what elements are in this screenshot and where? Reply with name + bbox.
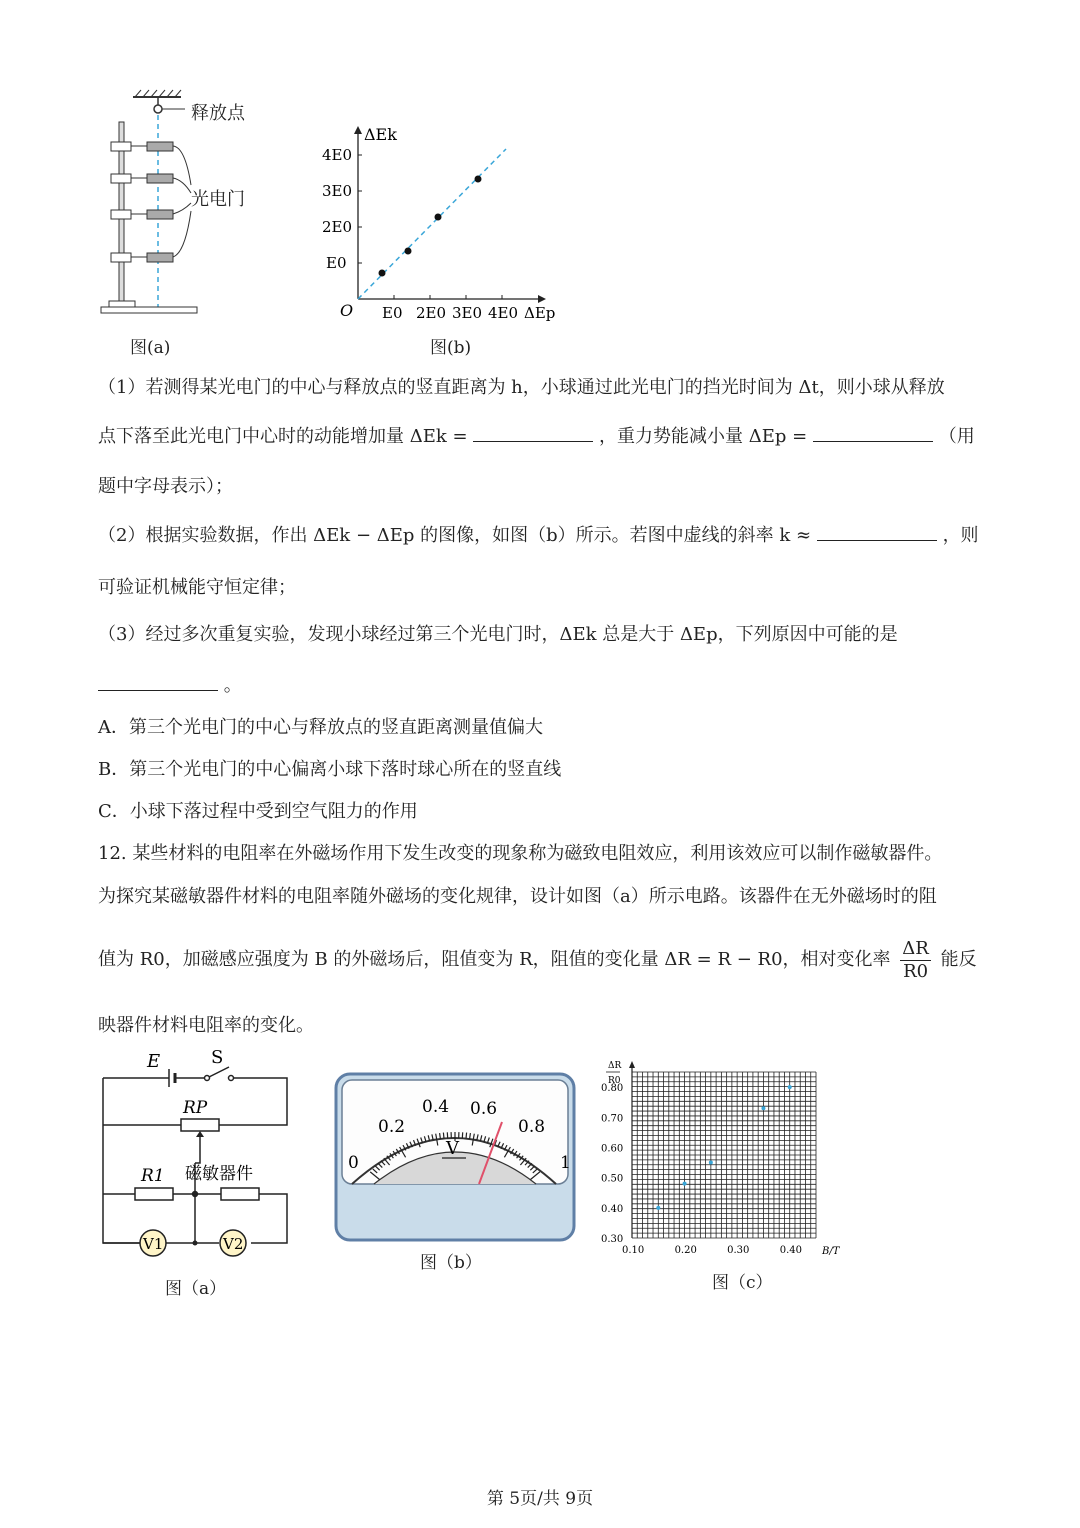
meter-label: 0 <box>348 1153 359 1173</box>
figure-b-voltmeter <box>334 1072 576 1244</box>
x-tick-label: E0 <box>382 304 403 322</box>
photogate-label: 光电门 <box>191 189 245 210</box>
circuit-caption: 图（a） <box>165 1279 227 1299</box>
answer-blank-reason[interactable] <box>98 672 218 691</box>
y-tick-label: 0.60 <box>601 1143 624 1155</box>
y-tick-label: 0.80 <box>601 1083 624 1095</box>
switch-blade <box>209 1067 229 1077</box>
y-tick-label: 3E0 <box>322 182 353 200</box>
meter-label: 0.4 <box>422 1097 450 1117</box>
q12-line2: 为探究某磁敏器件材料的电阻率随外磁场的变化规律，设计如图（a）所示电路。该器件在无外磁场时的阻 <box>98 886 937 907</box>
x-axis-label: ΔEp <box>524 304 556 322</box>
option-a: A．第三个光电门的中心与释放点的竖直距离测量值偏大 <box>98 717 543 738</box>
relative-change-fraction: $\frac{\Delta R}{R0}$ <box>902 937 929 982</box>
meter-unit: V <box>446 1138 459 1159</box>
figure-b-caption: 图(b) <box>430 338 472 358</box>
x-tick-label: 3E0 <box>452 304 483 322</box>
rheostat-label: RP <box>183 1098 208 1118</box>
voltmeter-2-label: V2 <box>223 1235 244 1253</box>
x-axis-arrow <box>538 295 546 303</box>
y-axis-label: ΔEk <box>364 125 397 144</box>
data-point <box>379 270 386 277</box>
switch-label: S <box>211 1047 224 1068</box>
y-axis-label-den: R0 <box>608 1076 621 1086</box>
release-point-label: 释放点 <box>191 103 245 124</box>
figure-a-caption: 图(a) <box>130 338 171 358</box>
y-tick-label: 0.30 <box>601 1234 624 1245</box>
x-tick-label: 2E0 <box>416 304 447 322</box>
apparatus-drawing <box>95 85 275 325</box>
meter-label: 1 <box>560 1153 571 1173</box>
data-point <box>435 214 442 221</box>
meter-label: 0.8 <box>518 1117 546 1137</box>
y-tick-label: 0.40 <box>601 1203 624 1215</box>
voltmeter-1-label: V1 <box>143 1235 164 1253</box>
data-point <box>709 1161 713 1165</box>
option-c: C．小球下落过程中受到空气阻力的作用 <box>98 801 418 822</box>
meter-tick <box>443 1133 444 1139</box>
q3-line1: （3）经过多次重复实验，发现小球经过第三个光电门时，ΔEk 总是大于 ΔEp，下列原因中可能的是 <box>98 624 898 645</box>
q2-line2: 可验证机械能守恒定律； <box>98 577 296 598</box>
q3-line2: 。 <box>98 672 242 700</box>
meter-tick <box>466 1133 467 1139</box>
x-tick-label: 0.20 <box>674 1245 697 1256</box>
q12-line1: 12. 某些材料的电阻率在外磁场作用下发生改变的现象称为磁致电阻效应，利用该效应可以制作磁敏器件。 <box>98 843 943 864</box>
answer-blank-ek[interactable] <box>473 423 593 442</box>
q12-line4: 映器件材料电阻率的变化。 <box>98 1015 314 1036</box>
figure-a-apparatus <box>95 85 275 325</box>
r1-label: R1 <box>141 1166 165 1186</box>
x-axis-label: B/T <box>822 1246 840 1257</box>
voltmeter-caption: 图（b） <box>420 1253 482 1273</box>
q1-line3: 题中字母表示）； <box>98 476 233 497</box>
page-footer: 第 5页/共 9页 <box>486 1489 594 1509</box>
y-tick-label: 0.50 <box>601 1173 624 1185</box>
fit-line <box>358 149 506 299</box>
meter-tick <box>470 1133 471 1139</box>
x-tick-label: 4E0 <box>488 304 519 322</box>
y-axis-label-num: ΔR <box>608 1061 622 1071</box>
data-point <box>475 176 482 183</box>
data-point <box>683 1182 687 1186</box>
grid-chart-caption: 图（c） <box>712 1273 773 1293</box>
y-tick-label: E0 <box>326 254 347 272</box>
data-point <box>656 1206 660 1210</box>
answer-blank-slope[interactable] <box>817 522 937 541</box>
data-point <box>761 1106 765 1110</box>
y-tick-label: 0.70 <box>601 1113 624 1125</box>
q2-line1: （2）根据实验数据，作出 ΔEk − ΔEp 的图像，如图（b）所示。若图中虚线的斜率 k ≈ ，则 <box>98 522 979 550</box>
x-tick-label: 0.40 <box>779 1245 802 1256</box>
meter-label: 0.2 <box>378 1117 406 1137</box>
x-tick-label: 0.30 <box>727 1245 750 1256</box>
q12-line3: 值为 R0，加磁感应强度为 B 的外磁场后，阻值变为 R，阻值的变化量 ΔR = R − R0，相对变化率 $\frac{\Delta R}{R0}$ 能反 <box>98 937 977 982</box>
q1-line1: （1）若测得某光电门的中心与释放点的竖直距离为 h，小球通过此光电门的挡光时间为 Δt，则小球从释放 <box>98 377 945 398</box>
option-b: B．第三个光电门的中心偏离小球下落时球心所在的竖直线 <box>98 759 562 780</box>
meter-tick <box>440 1133 441 1139</box>
y-tick-label: 4E0 <box>322 146 353 164</box>
answer-blank-ep[interactable] <box>813 423 933 442</box>
y-axis-arrow <box>354 126 362 134</box>
figure-c-grid-chart <box>598 1058 848 1263</box>
x-tick-label: 0.10 <box>622 1245 645 1256</box>
data-point <box>405 248 412 255</box>
q1-line2: 点下落至此光电门中心时的动能增加量 ΔEk = ，重力势能减小量 ΔEp = （用 <box>98 423 975 451</box>
figure-b-energy-graph <box>320 120 570 330</box>
emf-label: E <box>147 1051 161 1072</box>
origin-label: O <box>340 301 354 320</box>
sensor-label: 磁敏器件 <box>185 1164 253 1184</box>
y-tick-label: 2E0 <box>322 218 353 236</box>
figure-a-circuit <box>95 1045 295 1260</box>
meter-label: 0.6 <box>470 1099 498 1119</box>
data-point <box>788 1085 792 1089</box>
